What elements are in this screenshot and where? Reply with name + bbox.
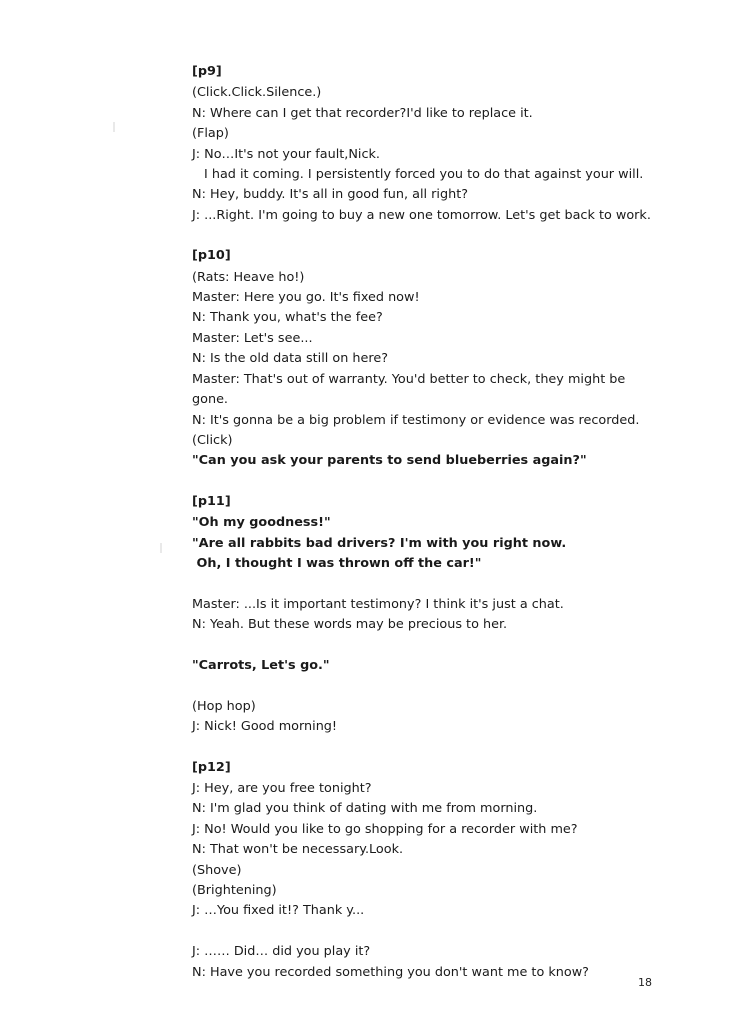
script-line: J: Hey, are you free tonight? xyxy=(192,780,372,796)
script-line: J: ...Right. I'm going to buy a new one tomorrow. Let's get back to work. xyxy=(192,207,651,223)
page-edge-mark xyxy=(160,543,162,553)
script-line: Oh, I thought I was thrown off the car!" xyxy=(192,555,482,571)
script-line: J: No…It's not your fault,Nick. xyxy=(192,146,381,162)
script-line: (Hop hop) xyxy=(192,698,256,714)
script-line: J: …You fixed it!? Thank y... xyxy=(192,903,365,919)
script-line: N: It's gonna be a big problem if testimony or evidence was recorded. xyxy=(192,412,640,428)
script-line: N: Is the old data still on here? xyxy=(192,351,389,367)
script-line: N: Have you recorded something you don't want me to know? xyxy=(192,964,589,980)
section-label: [p9] xyxy=(192,64,222,79)
script-blank-line xyxy=(192,922,652,942)
script-line: J: Nick! Good morning! xyxy=(192,719,338,735)
script-line: N: I'm glad you think of dating with me from morning. xyxy=(192,801,538,817)
page-edge-mark xyxy=(113,122,115,132)
script-line: Master: That's out of warranty. You'd better to check, they might be gone. xyxy=(192,371,630,408)
script-blank-line xyxy=(192,574,652,594)
script-body xyxy=(192,62,652,983)
script-line: (Flap) xyxy=(192,126,229,142)
script-line: "Are all rabbits bad drivers? I'm with you right now. xyxy=(192,535,567,551)
script-line: J: No! Would you like to go shopping for a recorder with me? xyxy=(192,821,578,837)
script-line: "Can you ask your parents to send blueberries again?" xyxy=(192,453,587,469)
script-line: N: That won't be necessary.Look. xyxy=(192,842,404,858)
section-label: [p12] xyxy=(192,759,231,775)
script-line: (Rats: Heave ho!) xyxy=(192,269,305,285)
script-blank-line xyxy=(192,636,652,656)
section-label: [p10] xyxy=(192,248,231,264)
script-line: I had it coming. I persistently forced you to do that against your will. xyxy=(204,167,644,183)
script-line: N: Where can I get that recorder?I'd like to replace it. xyxy=(192,105,533,121)
script-line: (Click.Click.Silence.) xyxy=(192,85,322,101)
script-line: Master: ...Is it important testimony? I think it's just a chat. xyxy=(192,596,564,612)
script-line: "Oh my goodness!" xyxy=(192,515,331,531)
script-line: N: Thank you, what's the fee? xyxy=(192,310,383,326)
script-line: (Brightening) xyxy=(192,882,277,898)
script-section xyxy=(192,492,652,738)
script-line: Master: Let's see... xyxy=(192,330,313,346)
script-section xyxy=(192,62,652,226)
script-blank-line xyxy=(192,676,652,696)
script-line: Master: Here you go. It's fixed now! xyxy=(192,290,420,306)
section-label: [p11] xyxy=(192,493,231,509)
script-line: "Carrots, Let's go." xyxy=(192,657,330,673)
script-section xyxy=(192,246,652,471)
script-line: N: Hey, buddy. It's all in good fun, all right? xyxy=(192,187,469,203)
page-number: 18 xyxy=(638,976,652,989)
script-line: N: Yeah. But these words may be precious to her. xyxy=(192,617,508,633)
script-line: J: …… Did… did you play it? xyxy=(192,944,371,960)
script-line: (Shove) xyxy=(192,862,242,878)
script-section xyxy=(192,758,652,983)
script-line: (Click) xyxy=(192,432,233,448)
